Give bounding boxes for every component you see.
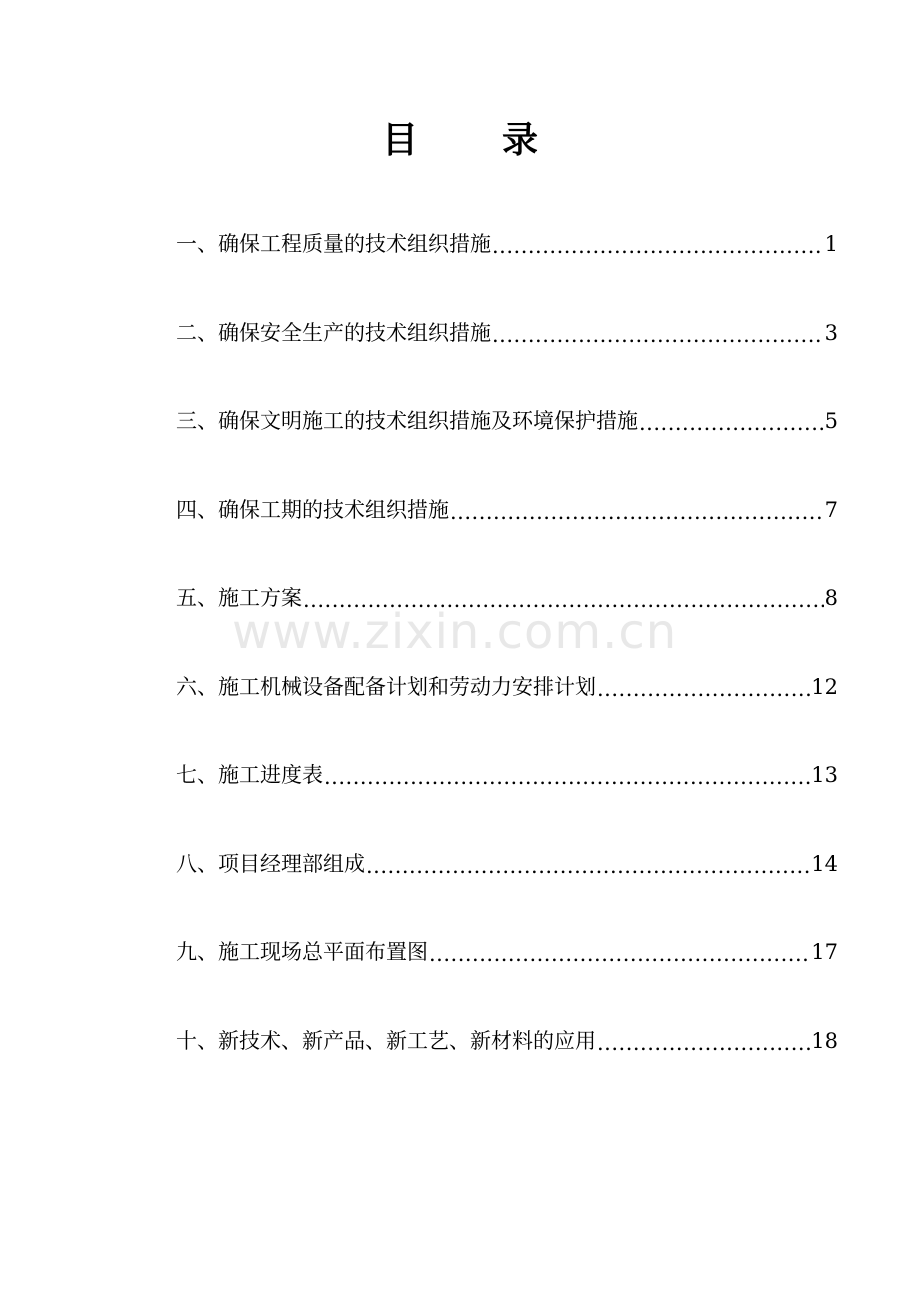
toc-entry-page: 1 <box>824 232 838 257</box>
toc-entry-page: 5 <box>824 409 838 434</box>
toc-dot-leader <box>492 323 824 347</box>
toc-dot-leader <box>324 765 810 789</box>
toc-entry-number: 七、 <box>176 763 218 788</box>
toc-entry-number: 四、 <box>176 497 218 522</box>
toc-dot-leader <box>492 234 824 258</box>
toc-entry-number: 八、 <box>176 851 218 876</box>
toc-entry-page: 18 <box>811 1028 838 1053</box>
toc-entry-label: 施工机械设备配备计划和劳动力安排计划 <box>218 674 596 699</box>
toc-entry-4[interactable] <box>176 466 838 555</box>
toc-entry-page: 12 <box>811 674 838 699</box>
toc-entry-label: 确保工程质量的技术组织措施 <box>218 232 491 257</box>
toc-dot-leader <box>429 942 810 966</box>
toc-entry-number: 二、 <box>176 320 218 345</box>
toc-dot-leader <box>450 500 824 524</box>
toc-entry-label: 确保安全生产的技术组织措施 <box>218 320 491 345</box>
toc-dot-leader <box>639 411 824 435</box>
toc-entry-page: 14 <box>811 851 838 876</box>
toc-dot-leader <box>366 854 810 878</box>
toc-entry-2[interactable] <box>176 289 838 378</box>
toc-entry-number: 六、 <box>176 674 218 699</box>
page-title <box>0 112 920 163</box>
toc-entry-1[interactable] <box>176 200 838 289</box>
toc-entry-label: 确保工期的技术组织措施 <box>218 497 449 522</box>
toc-entry-3[interactable] <box>176 377 838 466</box>
toc-dot-leader <box>597 677 810 701</box>
toc-entry-label: 施工进度表 <box>218 763 323 788</box>
toc-entry-label: 施工方案 <box>218 586 302 611</box>
toc-entry-label: 项目经理部组成 <box>218 851 365 876</box>
toc-entry-label: 新技术、新产品、新工艺、新材料的应用 <box>218 1028 596 1053</box>
toc-entry-number: 十、 <box>176 1028 218 1053</box>
toc-entry-7[interactable] <box>176 731 838 820</box>
toc-entry-page: 13 <box>811 763 838 788</box>
toc-entry-page: 7 <box>824 497 838 522</box>
toc-entry-label: 确保文明施工的技术组织措施及环境保护措施 <box>218 409 638 434</box>
toc-entry-9[interactable] <box>176 908 838 997</box>
toc-dot-leader <box>597 1031 810 1055</box>
toc-entry-page: 3 <box>824 320 838 345</box>
watermark: www.zixin.com.cn <box>232 604 678 660</box>
toc-entry-10[interactable] <box>176 997 838 1086</box>
toc-entry-label: 施工现场总平面布置图 <box>218 940 428 965</box>
title-char-1: 目 <box>381 119 418 161</box>
title-char-2: 录 <box>502 119 539 161</box>
toc-entry-number: 九、 <box>176 940 218 965</box>
toc-entry-page: 8 <box>824 586 838 611</box>
toc-entry-number: 三、 <box>176 409 218 434</box>
toc-entry-page: 17 <box>811 940 838 965</box>
toc-entry-number: 一、 <box>176 232 218 257</box>
toc-entry-8[interactable] <box>176 820 838 909</box>
toc-entry-number: 五、 <box>176 586 218 611</box>
